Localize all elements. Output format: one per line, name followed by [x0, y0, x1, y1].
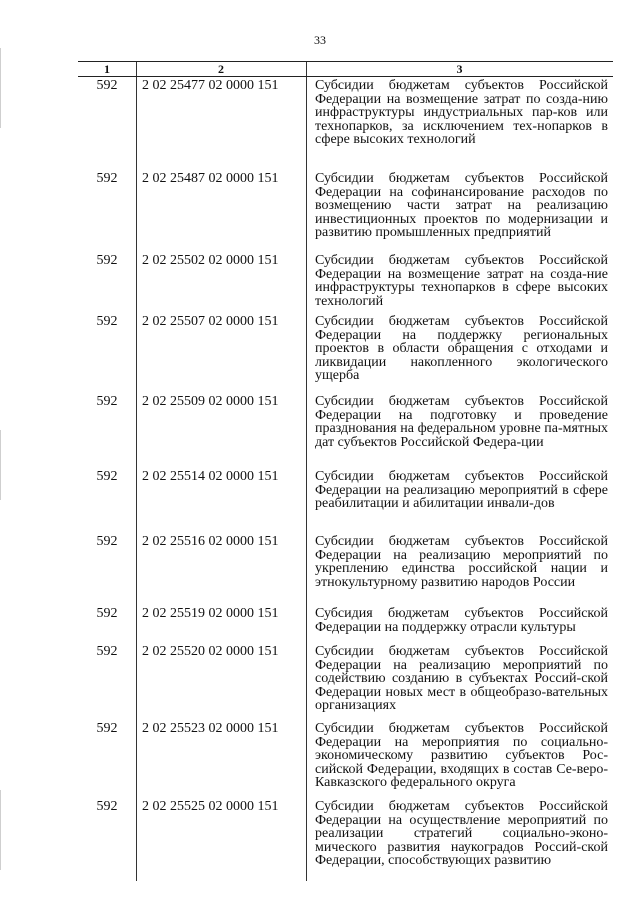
description-cell: Субсидия бюджетам субъектов Российской Федерации на поддержку отрасли культуры [315, 606, 608, 635]
table-row [78, 253, 613, 309]
admin-code-cell: 592 [96, 534, 118, 549]
table-row [78, 535, 613, 595]
budget-code-cell: 2 02 25509 02 0000 151 [142, 394, 279, 409]
description-cell: Субсидии бюджетам субъектов Российской Федерации на реализацию мероприятий по содействию созданию в субъектах Россий-ской Федерации новых мест в общеобразо-вательных организациях [315, 644, 608, 714]
table-row [78, 800, 613, 875]
admin-code-cell: 592 [96, 171, 118, 186]
page-number: 33 [314, 33, 326, 47]
description-cell: Субсидии бюджетам субъектов Российской Федерации на осуществление мероприятий по реализации стратегий социально-эконо-мического развития наукоградов Россий-ской Федерации, способствующих развитию [315, 799, 608, 869]
table-body [78, 79, 613, 875]
table-row [78, 171, 613, 241]
table-row [78, 721, 613, 791]
description-cell: Субсидии бюджетам субъектов Российской Федерации на мероприятия по социально-экономическому развитию субъектов Рос-сийской Федерации, входящих в состав Се-веро-Кавказского федерального округа [315, 721, 608, 791]
admin-code-cell: 592 [96, 253, 118, 268]
table-row [78, 470, 613, 525]
table-row [78, 78, 613, 148]
header-col-2: 2 [218, 62, 224, 76]
description-cell: Субсидии бюджетам субъектов Российской Федерации на софинансирование расходов по возмещению части затрат на реализацию инвестиционных проектов по модернизации и развитию промышленных предприятий [315, 171, 608, 241]
description-cell: Субсидии бюджетам субъектов Российской Федерации на реализацию мероприятий в сфере реабилитации и абилитации инвали-дов [315, 469, 608, 512]
codes-table [78, 61, 613, 875]
header-col-1: 1 [104, 62, 110, 76]
binding-edge-mark [0, 430, 1, 500]
admin-code-cell: 592 [96, 721, 118, 736]
description-cell: Субсидии бюджетам субъектов Российской Федерации на поддержку региональных проектов в области обращения с отходами и ликвидации накопленного экологического ущерба [315, 314, 608, 384]
admin-code-cell: 592 [96, 469, 118, 484]
admin-code-cell: 592 [96, 394, 118, 409]
admin-code-cell: 592 [96, 799, 118, 814]
admin-code-cell: 592 [96, 644, 118, 659]
budget-code-cell: 2 02 25519 02 0000 151 [142, 606, 279, 621]
budget-code-cell: 2 02 25525 02 0000 151 [142, 799, 279, 814]
budget-code-cell: 2 02 25523 02 0000 151 [142, 721, 279, 736]
admin-code-cell: 592 [96, 78, 118, 93]
budget-code-cell: 2 02 25487 02 0000 151 [142, 171, 279, 186]
binding-edge-mark [0, 790, 1, 870]
table-row [78, 315, 613, 383]
table-row [78, 395, 613, 457]
header-col-3: 3 [456, 62, 463, 76]
description-cell: Субсидии бюджетам субъектов Российской Федерации на подготовку и проведение празднования на федеральном уровне па-мятных дат субъектов Российской Федера-ции [315, 394, 608, 450]
budget-code-cell: 2 02 25514 02 0000 151 [142, 469, 279, 484]
budget-code-cell: 2 02 25507 02 0000 151 [142, 314, 279, 329]
budget-code-cell: 2 02 25477 02 0000 151 [142, 78, 279, 93]
description-cell: Субсидии бюджетам субъектов Российской Федерации на реализацию мероприятий по укреплению единства российской нации и этнокультурному развитию народов России [315, 534, 608, 590]
table-row [78, 607, 613, 637]
budget-code-cell: 2 02 25520 02 0000 151 [142, 644, 279, 659]
table-header [78, 61, 613, 77]
table-row [78, 644, 613, 714]
description-cell: Субсидии бюджетам субъектов Российской Федерации на возмещение затрат на созда-ние инфраструктуры технопарков в сфере высоких технологий [315, 253, 608, 309]
admin-code-cell: 592 [96, 314, 118, 329]
binding-edge-mark [0, 48, 1, 128]
budget-code-cell: 2 02 25502 02 0000 151 [142, 253, 279, 268]
description-cell: Субсидии бюджетам субъектов Российской Федерации на возмещение затрат по созда-нию инфраструктуры индустриальных пар-ков или технопарков, за исключением тех-нопарков в сфере высоких технологий [315, 78, 608, 148]
budget-code-cell: 2 02 25516 02 0000 151 [142, 534, 279, 549]
admin-code-cell: 592 [96, 606, 118, 621]
